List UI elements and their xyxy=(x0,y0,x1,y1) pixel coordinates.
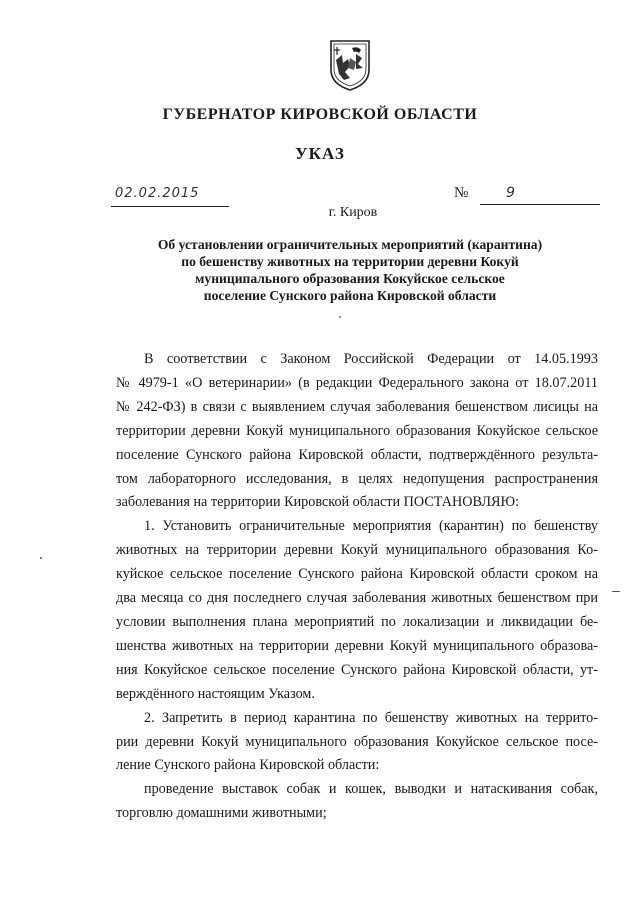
body-line: заболевания на территории Кировской области ПОСТАНОВЛЯЮ: xyxy=(116,494,520,511)
body-line: условии выполнения плана мероприятий по локализации и ликвидации бе- xyxy=(116,613,598,630)
body-line: том лабораторного исследования, в целях недопущения распространения xyxy=(116,470,598,487)
scan-speck xyxy=(40,557,42,559)
number-field xyxy=(454,185,600,205)
body-line: 2. Запретить в период карантина по бешенству животных на террито- xyxy=(144,709,598,726)
title-line: по бешенству животных на территории деревни Кокуй xyxy=(181,254,519,269)
document-type: УКАЗ xyxy=(295,144,345,163)
scan-speck xyxy=(339,316,341,318)
document-body xyxy=(116,348,598,826)
city: г. Киров xyxy=(328,205,378,220)
body-line: № 242-ФЗ) в связи с выявлением случая заболевания бешенством лисицы на xyxy=(116,398,598,415)
scan-speck xyxy=(612,591,620,592)
body-line: ния Кокуйское сельское поселение Сунского района Кировской области, ут- xyxy=(116,661,598,678)
body-line: проведение выставок собак и кошек, выводки и натаскивания собак, xyxy=(144,781,598,798)
body-line: рии деревни Кокуй муниципального образования Кокуйское сельское посе- xyxy=(116,733,598,750)
body-line: два месяца со дня последнего случая заболевания животных бешенством при xyxy=(116,590,598,607)
number-value: 9 xyxy=(506,185,515,201)
body-line: торговлю домашними животными; xyxy=(116,805,327,822)
issuing-authority: ГУБЕРНАТОР КИРОВСКОЙ ОБЛАСТИ xyxy=(162,106,478,123)
body-line: территории деревни Кокуй муниципального образования Кокуйское сельское xyxy=(116,422,598,439)
body-line: верждённого настоящим Указом. xyxy=(116,685,315,702)
document-title xyxy=(100,236,600,304)
title-line: поселение Сунского района Кировской области xyxy=(203,288,497,303)
body-line: поселение Сунского района Кировской области, подтверждённого результа- xyxy=(116,446,598,463)
body-line: куйское сельское поселение Сунского района Кировской области сроком на xyxy=(116,566,598,583)
date-value: 02.02.2015 xyxy=(115,186,200,201)
body-line: В соответствии с Законом Российской Федерации от 14.05.1993 xyxy=(144,351,598,367)
body-line: шенства животных на территории деревни Кокуй муниципального образова- xyxy=(116,637,598,654)
body-line: 1. Установить ограничительные мероприятия (карантин) по бешенству xyxy=(144,518,598,535)
title-line: Об установлении ограничительных мероприятий (карантина) xyxy=(157,237,543,252)
coat-of-arms-icon xyxy=(328,38,372,92)
body-line: животных на территории деревни Кокуй муниципального образования Ко- xyxy=(116,542,598,559)
number-sign: № xyxy=(454,185,469,201)
body-line: № 4979-1 «О ветеринарии» (в редакции Федерального закона от 18.07.2011 xyxy=(116,374,598,391)
title-line: муниципального образования Кокуйское сельское xyxy=(195,271,505,286)
body-line: ление Сунского района Кировской области: xyxy=(116,757,380,774)
